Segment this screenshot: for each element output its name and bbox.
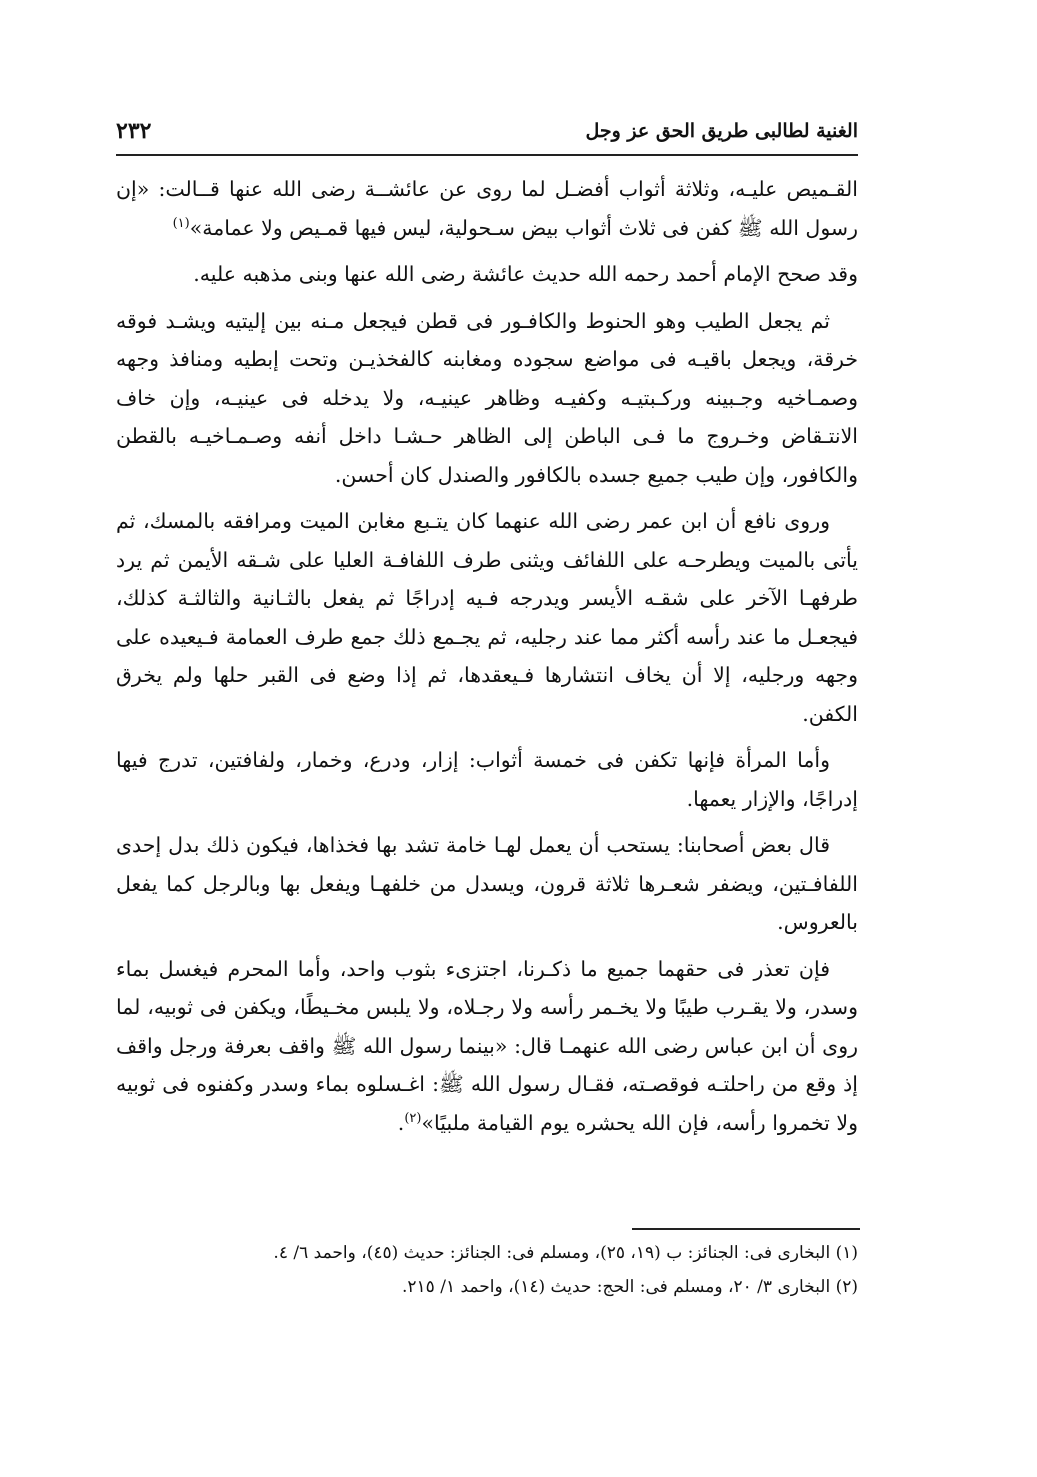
paragraph-6: قال بعض أصحابنا: يستحب أن يعمل لهـا خامة تشد بها فخذاها، فيكون ذلك بدل إحدى اللفافـتين، ويضفر شعـرها ثلاثة قرون، ويسدل من خلفهـا ويفعل بها وبالرجل كما يفعل بالعروس. [116,833,858,934]
paragraph-4: وروى نافع أن ابن عمر رضى الله عنهما كان يتـبع مغابن الميت ومرافقه بالمسك، ثم يأتى بالميت ويطرحـه على اللفائف ويثنى طرف اللفافـة العليا على شـقه الأيمن ثم يرد طرفهـا الآخر على شقـه الأيسر ويدرجه فـيه إدراجًا ثم يفعل بالثـانية والثالثـة كذلك، فيجعـل ما عند رأسه أكثر مما عند رجليه، ثم يجـمع ذلك جمع طرف العمامة فـيعيده على وجهه ورجليه، إلا أن يخاف انتشارها فـيعقدها، ثم إذا وضع فى القبر حلها ولم يخرق الكفن. [116,509,858,726]
paragraph-7-text: فإن تعذر فى حقهما جميع ما ذكـرنا، اجتزىء بثوب واحد، وأما المحرم فيغسل بماء وسدر، ولا يقـرب طيبًا ولا يخـمر رأسه ولا رجـلاه، ولا يلبس مخـيطًا، ويكفن فى ثوبيه، لما روى أن ابن عباس رضى الله عنهمـا قال: «بينما رسول الله ﷺ واقف بعرفة ورجل واقف إذ وقع من راحلتـه فوقصـته، فقـال رسول الله ﷺ: اغـسلوه بماء وسدر وكفنوه فى ثوبيه ولا تخمروا رأسه، فإن الله يحشره يوم القيامة ملبيًا» [116,956,858,1135]
running-title: الغنية لطالبى طريق الحق عز وجل [585,120,858,142]
body-text [116,170,858,1150]
footnote-divider [632,1228,860,1230]
paragraph-1-text: القـميص عليـه، وثلاثة أثواب أفضـل لما روى عن عائشــة رضى الله عنها قــالت: «إن رسول الله ﷺ كفن فى ثلاث أثواب بيض سـحولية، ليس فيها قمـيص ولا عمامة» [116,177,858,240]
footnote-mark-1: (١) [172,215,190,231]
page-header [116,108,858,156]
paragraph-3: ثم يجعل الطيب وهو الحنوط والكافـور فى قطن فيجعل مـنه بين إليتيه ويشـد فوقه خرقة، ويجعل باقيـه فى مواضع سجوده ومغابنه كالفخذيـن وتحت إبطيه ومنافذ وجهه وصمـاخيه وجـبينه وركـبتيـه وكفيـه وظاهر عينيـه، ولا يدخله فى عينيـه، وإن خاف الانتـقاض وخـروج ما فـى الباطن إلى الظاهر حـشـا داخل أنفه وصـمـاخيـه بالقطن والكافور، وإن طيب جميع جسده بالكافور والصندل كان أحسن. [116,308,858,487]
paragraph-7: فإن تعذر فى حقهما جميع ما ذكـرنا، اجتزىء بثوب واحد، وأما المحرم فيغسل بماء وسدر، ولا يقـرب طيبًا ولا يخـمر رأسه ولا رجـلاه، ولا يلبس مخـيطًا، ويكفن فى ثوبيه، لما روى أن ابن عباس رضى الله عنهمـا قال: «بينما رسول الله ﷺ واقف بعرفة ورجل واقف إذ وقع من راحلتـه فوقصـته، فقـال رسول الله ﷺ: اغـسلوه بماء وسدر وكفنوه فى ثوبيه ولا تخمروا رأسه، فإن الله يحشره يوم القيامة ملبيًا»$^{(٢)}$. [116,956,858,1135]
paragraph-5: وأما المرأة فإنها تكفن فى خمسة أثواب: إزار، ودرع، وخمار، ولفافتين، تدرج فيها إدراجًا، والإزار يعمها. [116,748,858,811]
page-number: ٢٣٢ [116,118,152,144]
footnote-1: (١) البخارى فى: الجنائز: ب (١٩، ٢٥)، ومسلم فى: الجنائز: حديث (٤٥)، واحمد ٦/ ٤. [273,1243,858,1263]
paragraph-1 [116,170,858,247]
footnotes [136,1236,858,1304]
footnote-mark-2: (٢) [404,1110,422,1126]
footnote-2: (٢) البخارى ٣/ ٢٠، ومسلم فى: الحج: حديث (١٤)، واحمد ١/ ٢١٥. [402,1277,858,1297]
paragraph-2: وقد صحح الإمام أحمد رحمه الله حديث عائشة رضى الله عنها وبنى مذهبه عليه. [193,262,858,286]
